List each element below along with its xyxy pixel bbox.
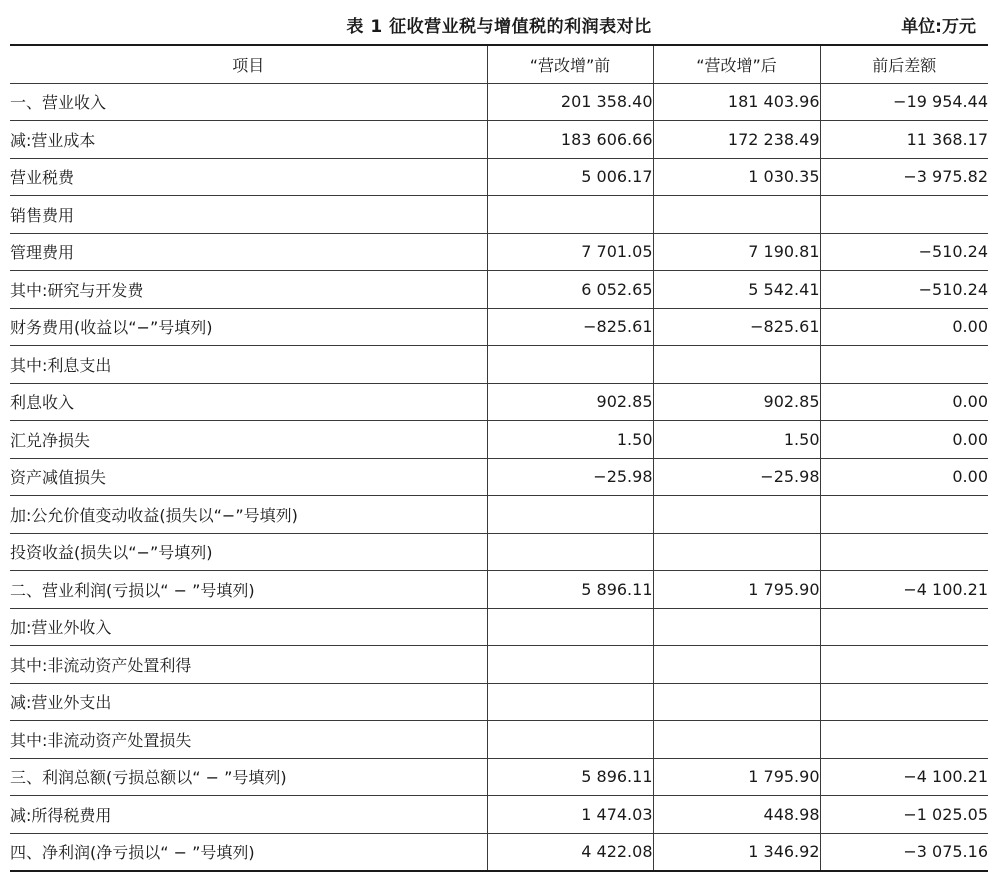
table-row <box>10 571 988 609</box>
row-after: 172 238.49 <box>653 121 820 159</box>
row-before: −25.98 <box>487 458 653 496</box>
unit-label: 单位:万元 <box>901 17 976 37</box>
row-difference: −19 954.44 <box>820 83 988 121</box>
row-item: 其中:利息支出 <box>10 346 487 384</box>
table-row <box>10 308 988 346</box>
title-row <box>10 0 988 44</box>
row-before <box>487 346 653 384</box>
table-title: 表 1 征收营业税与增值税的利润表对比 <box>346 17 652 37</box>
row-before: 7 701.05 <box>487 233 653 271</box>
row-item: 销售费用 <box>10 196 487 234</box>
row-after: 1 795.90 <box>653 571 820 609</box>
row-difference <box>820 721 988 759</box>
table-row <box>10 646 988 684</box>
row-item: 利息收入 <box>10 383 487 421</box>
row-difference: 0.00 <box>820 383 988 421</box>
row-after: 1.50 <box>653 421 820 459</box>
row-item: 其中:非流动资产处置利得 <box>10 646 487 684</box>
row-item: 减:营业外支出 <box>10 683 487 721</box>
row-after: 448.98 <box>653 796 820 834</box>
row-difference <box>820 646 988 684</box>
row-item: 汇兑净损失 <box>10 421 487 459</box>
row-item: 减:所得税费用 <box>10 796 487 834</box>
row-before <box>487 721 653 759</box>
row-after: 1 030.35 <box>653 158 820 196</box>
row-after: 1 795.90 <box>653 758 820 796</box>
row-item: 加:营业外收入 <box>10 608 487 646</box>
row-after: 902.85 <box>653 383 820 421</box>
row-after: 1 346.92 <box>653 833 820 871</box>
row-difference: 0.00 <box>820 458 988 496</box>
table-row <box>10 158 988 196</box>
row-item: 其中:非流动资产处置损失 <box>10 721 487 759</box>
row-before: 6 052.65 <box>487 271 653 309</box>
row-difference: −510.24 <box>820 233 988 271</box>
row-difference: 0.00 <box>820 308 988 346</box>
row-after <box>653 608 820 646</box>
row-difference <box>820 533 988 571</box>
row-before: 4 422.08 <box>487 833 653 871</box>
income-statement-table <box>10 44 988 872</box>
row-before <box>487 196 653 234</box>
row-item: 二、营业利润(亏损以“ − ”号填列) <box>10 571 487 609</box>
table-row <box>10 83 988 121</box>
column-header-after: “营改增”后 <box>653 45 820 83</box>
row-difference: −3 975.82 <box>820 158 988 196</box>
row-before: 902.85 <box>487 383 653 421</box>
row-difference: −1 025.05 <box>820 796 988 834</box>
column-header-item: 项目 <box>10 45 487 83</box>
row-item: 一、营业收入 <box>10 83 487 121</box>
row-difference <box>820 683 988 721</box>
row-after <box>653 533 820 571</box>
row-after: 5 542.41 <box>653 271 820 309</box>
row-after: −825.61 <box>653 308 820 346</box>
table-row <box>10 121 988 159</box>
row-difference: −510.24 <box>820 271 988 309</box>
table-row <box>10 608 988 646</box>
row-difference: −4 100.21 <box>820 571 988 609</box>
row-item: 营业税费 <box>10 158 487 196</box>
table-row <box>10 533 988 571</box>
row-item: 资产减值损失 <box>10 458 487 496</box>
row-difference: −3 075.16 <box>820 833 988 871</box>
row-difference: −4 100.21 <box>820 758 988 796</box>
row-before: −825.61 <box>487 308 653 346</box>
row-before <box>487 533 653 571</box>
row-difference: 11 368.17 <box>820 121 988 159</box>
table-row <box>10 421 988 459</box>
row-item: 管理费用 <box>10 233 487 271</box>
row-after: −25.98 <box>653 458 820 496</box>
row-before <box>487 683 653 721</box>
row-item: 减:营业成本 <box>10 121 487 159</box>
row-before <box>487 646 653 684</box>
table-row <box>10 758 988 796</box>
row-item: 四、净利润(净亏损以“ − ”号填列) <box>10 833 487 871</box>
row-item: 三、利润总额(亏损总额以“ − ”号填列) <box>10 758 487 796</box>
table-row <box>10 721 988 759</box>
row-difference <box>820 496 988 534</box>
column-header-difference: 前后差额 <box>820 45 988 83</box>
table-row <box>10 458 988 496</box>
row-before: 183 606.66 <box>487 121 653 159</box>
row-before: 5 006.17 <box>487 158 653 196</box>
table-row <box>10 271 988 309</box>
row-before: 5 896.11 <box>487 758 653 796</box>
row-after <box>653 496 820 534</box>
row-after <box>653 196 820 234</box>
row-item: 财务费用(收益以“−”号填列) <box>10 308 487 346</box>
table-row <box>10 796 988 834</box>
header-row <box>10 45 988 83</box>
row-difference: 0.00 <box>820 421 988 459</box>
row-before: 1.50 <box>487 421 653 459</box>
row-after: 7 190.81 <box>653 233 820 271</box>
row-before: 1 474.03 <box>487 796 653 834</box>
table-row <box>10 196 988 234</box>
row-item: 加:公允价值变动收益(损失以“−”号填列) <box>10 496 487 534</box>
row-before <box>487 496 653 534</box>
row-after: 181 403.96 <box>653 83 820 121</box>
row-before: 201 358.40 <box>487 83 653 121</box>
row-before <box>487 608 653 646</box>
row-item: 其中:研究与开发费 <box>10 271 487 309</box>
row-after <box>653 646 820 684</box>
row-difference <box>820 196 988 234</box>
table-row <box>10 496 988 534</box>
table-row <box>10 233 988 271</box>
row-after <box>653 721 820 759</box>
row-difference <box>820 608 988 646</box>
table-row <box>10 683 988 721</box>
table-row <box>10 833 988 871</box>
column-header-before: “营改增”前 <box>487 45 653 83</box>
row-difference <box>820 346 988 384</box>
table-row <box>10 346 988 384</box>
row-after <box>653 346 820 384</box>
row-item: 投资收益(损失以“−”号填列) <box>10 533 487 571</box>
table-row <box>10 383 988 421</box>
row-after <box>653 683 820 721</box>
row-before: 5 896.11 <box>487 571 653 609</box>
